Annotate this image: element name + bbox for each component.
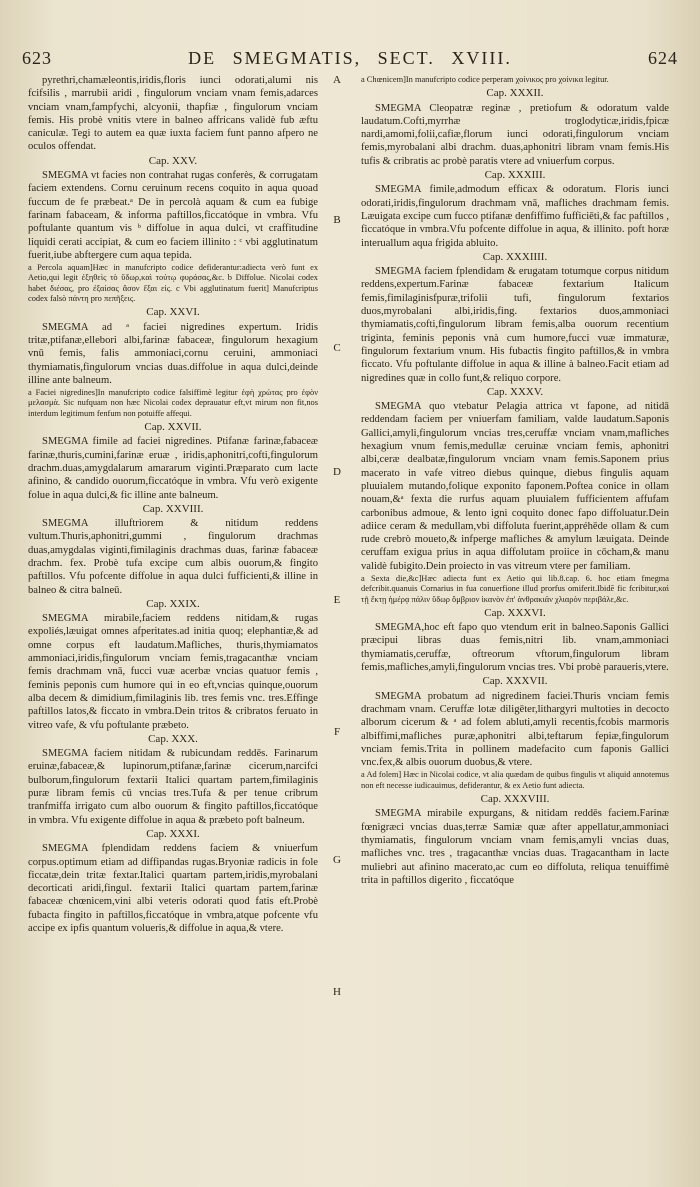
paragraph: SMEGMA fimile,admodum efficax & odoratum. Floris iunci odorati,iridis,fingulorum drachmam vnā, mafliches drachmam femis. Læuigata excipe cum fucco ptifanæ denfiffimo fufficiēti,& fac paftillos , ficcatóque in vmbra.Vfu pofcente diffolue in aqua, & illinito. poft horæ interuallum aqua frigida abluito.	[361, 184, 669, 249]
margin-letter-d: D	[333, 466, 341, 478]
footnote: a Sexta die,&c]Hæc adiecta funt ex Aetio qui lib.8.cap. 6. hoc etiam fmegma defcribit.quanuis Cornarius in fua conuerfione illud prorfus omiferit.Ibidē fic fcribitur,καὶ τῇ ἕκτῃ ἡμέρᾳ πάλιν ὕδωρ ὄμβριον ἱκανὸν ἐπ' ἀνθρακιᾶν χλιαρὸν περιβάλε,&c.	[361, 573, 669, 604]
running-head	[22, 48, 678, 74]
paragraph: SMEGMA mirabile expurgans, & nitidam reddēs faciem.Farinæ fœnigræci vncias duas,terræ Samiæ quæ after appellatur,ammoniaci thymiamatis, fingulorum vnciam vnam femis,amyli vncias duas, mafliches vnc. tres , tragacanthæ vncias duas. Tragacantham in lacte muliebri aut afinino macerato,ac cum eo diffoluta, reliqua tenuiffimè trita in paftillos digerito , ficcatóque	[361, 808, 669, 886]
footnote: a Percola aquam]Hæc in manufcripto codice defiderantur:adiecta verò funt ex Aetio,qui legit ἐξηθεὶς τὸ ὕδωρ,καὶ τούτῳ φυράσας,&c. b Diffolue. Nicolai codex habet διέσας, pro ἐξαίσας ἄσον ἔξαι εἰς. c Vbi agglutinatum fuerit] Manufcriptus codex falsò πάντη pro πεπῆξεις.	[28, 263, 318, 304]
paragraph: SMEGMA illuftriorem & nitidum reddens vultum.Thuris,aphonitri,gummi , fingulorum drachmas duas,amygdalas viginti,fimilaginis drachmas duas, farinæ fabaceæ drachm. fex. Probè tufa excipe cum albis ouorum,& fingito paftillos. Vfu pofcente diffolue in aqua dulci fufficienti,& illine in balneo & citra balneū.	[28, 518, 318, 596]
chapter-heading: Cap. XXIX.	[146, 597, 200, 610]
page-number-right: 624	[648, 48, 678, 68]
chapter-heading: Cap. XXVII.	[144, 421, 202, 434]
page-title: DE SMEGMATIS, SECT. XVIII.	[188, 48, 512, 68]
paragraph: SMEGMA fplendidam reddens faciem & vniuerfum corpus.optimum etiam ad diffipandas rugas.Bryoniæ radicis in fole ficcatæ,dein tritæ fextar.Italici quartam partem,iridis,myrobalani decorticati aridi,fingul. fextarii Italici quartam partem,farinæ fabaceæ chœnicem,vini albi veteris odorati quod fatis eft.Probè fubacta fingito in paftillos,ficcatóque in vmbra,atque pofcente vfu accipe ex ipfis quantum volueris,& diffolue in aqua,& vtere.	[28, 843, 318, 934]
chapter-heading: Cap. XXXV.	[486, 385, 544, 398]
chapter-heading: Cap. XXX.	[148, 732, 198, 745]
paragraph: SMEGMA mirabile,faciem reddens nitidam,& rugas expoliés,læuigat omnes afperitates.ad initia quoq; elephantiæ,& ad omne corpus eft laudatum.Mafliches, thuris,thymiamatos ammoniaci,iridis,fingulorum vnciam femis,tragacanthæ vnciam femis drachmam vnā, fucci vuæ acerbæ vncias quatuor femis , feminis peponis cum humore qui in eo eft,vncias quinque,ouorum alba decem & dimidium,fimilaginis lib. tres femis vnc. tres.Effinge paftillos latos,& ficcato in vmbra.Dein tritos & cribratos feruato in vitreo vafe, & vfu poftulante præbeto.	[28, 613, 318, 731]
chapter-heading: Cap. XXXII.	[486, 87, 544, 100]
footnote: a Ad folem] Hæc in Nicolai codice, vt alia quædam de quibus fingulis vt aliquid annotemus non eft necesse iudicauimus, defiderantur, & ex Aetio funt adiecta.	[361, 770, 669, 790]
paragraph: SMEGMA Cleopatræ reginæ , pretiofum & odoratum valde laudatum.Cofti,myrrhæ troglodyticæ,iridis,fpicæ nardi,amomi,folii,cafiæ,florum iunci odorati,fingulorum vnciam femis,myrobalani albi drachm. duas,aphonitri libram vnam femis.His tufis & cribratis ac probè paratis vtere ad vniuerfum corpus.	[361, 102, 669, 167]
margin-letter-b: B	[333, 214, 341, 226]
margin-letter-a: A	[333, 74, 341, 86]
page-number-left: 623	[22, 48, 52, 68]
margin-letters	[329, 74, 345, 1174]
footnote: a Chœnicem]In manufcripto codice perperam χοίνικος pro χοίνικα legitur.	[361, 75, 609, 84]
left-text-column	[28, 74, 318, 1164]
chapter-heading: Cap. XXVIII.	[142, 502, 204, 515]
margin-letter-e: E	[333, 594, 341, 606]
margin-letter-c: C	[333, 342, 341, 354]
paragraph: SMEGMA faciem nitidam & rubicundam reddēs. Farinarum eruinæ,fabaceæ,& lupinorum,ptifanæ,farinæ cicerum,narcifci bulborum,fingulorum fextarii Italici quartam partem,fimilaginis puræ libram femis cū vncias tres.Tufa & per tenue cribrum tranfmiffa irrigato cum albo ouorum & fingito paftillos,ficcatóque in vmbra. Vfu exigente diffolue in aqua & præbeto poft balneum.	[28, 748, 318, 826]
paragraph: SMEGMA vt facies non contrahat rugas conferès, & corrugatam faciem extendens. Cornu ceruinum recens coquito in aqua quoad fuccum de fe præbeat.ᵃ De in percolà aquam & cum ea fubige farinam fabaceam, & informa paftillos,ficcatóque in vmbra. Vfu poftulante quantum vis ᵇ diffolue in aqua dulci, vt craffitudine liquidi cerati accipiat, & cum eo faciem illinito : ᶜ vbi agglutinatum fuerit,iube abftergere cum aqua tepida.	[28, 170, 318, 261]
paragraph: SMEGMA,hoc eft fapo quo vtendum erit in balneo.Saponis Gallici præcipui libras duas femis,nitri lib. vnam,ammoniaci thymiamatis,ceruffæ, oftreorum vftorum,fingulorum libram femis,mafliches,amyli,fingulorum vncias tres. Vbi probè paraueris,vtere.	[361, 622, 669, 674]
chapter-heading: Cap. XXXIIII.	[482, 250, 548, 263]
paragraph: pyrethri,chamæleontis,iridis,floris iunci odorati,alumi nis fcifsilis , marrubii aridi , fingulorum vnciam vnam femis,adarces vnciam vnam,fampfychi, alcyonii, thapfiæ , fingulorum vnciam femis. His probè vnitis vtere in balneo affricans validè fub æftu caniculæ. Tegi to autem ea quæ iuxta faciem funt panno afpero ne oculos offendat.	[28, 75, 318, 153]
right-text-column	[361, 74, 669, 1164]
chapter-heading: Cap. XXXIII.	[484, 169, 546, 182]
chapter-heading: Cap. XXVI.	[146, 306, 200, 319]
chapter-heading: Cap. XXXI.	[146, 827, 200, 840]
margin-letter-g: G	[333, 854, 341, 866]
footnote: a Faciei nigredines]In manufcripto codice falsiffimè legitur ἐφὴ χρώτας pro ἐφὸν μελασμὰ. Sic nufquam non hæc Nicolai codex deprauatur eft,vt mirum non fit,nos interdum legitimum fenfum non potuiffe affequi.	[28, 388, 318, 418]
margin-letter-h: H	[333, 986, 341, 998]
chapter-heading: Cap. XXXVIII.	[480, 793, 550, 806]
chapter-heading: Cap. XXXVII.	[482, 675, 548, 688]
paragraph: SMEGMA ad ᵃ faciei nigredines expertum. Iridis tritæ,ptifanæ,ellebori albi,farinæ fabaceæ, fingulorum hexagium vnū femis, falis ammoniaci,cornu ceruini, ammoniaci thymiamatis,fingulorum vncias duas.diffolue in aqua dulci,deinde illine ante balneum.	[28, 321, 318, 386]
paragraph: SMEGMA probatum ad nigredinem faciei.Thuris vnciam femis drachmam vnam. Ceruffæ lotæ diligēter,lithargyri multoties in decocto alborum cicerum & ᵃ ad folem abluti,amyli recentis,fcobis marmoris albiffimi,mafliches puræ,aphonitri albi,teftarum fepiæ,fingulorum vnciam femis.Trita in pollinem madefacito cum faponis Gallici vnc.fex,& albis ouorum duobus,& vtere.	[361, 690, 669, 769]
paragraph: SMEGMA fimile ad faciei nigredines. Ptifanæ farinæ,fabaceæ farinæ,thuris,cumini,farinæ eruæ , iridis,aphonitri,cofti,fingulorum drachm.duas,amygdalarum amararum viginti.Præparato cum lacte afinino, & candido ouorum,ficcatóque in vmbra. Vfu verò exigente folue in aqua dulci,& fic illine ante balneum.	[28, 436, 318, 501]
chapter-heading: Cap. XXV.	[148, 154, 198, 167]
paragraph: SMEGMA faciem fplendidam & erugatam totumque corpus nitidum reddens,expertum.Farinæ fabaceæ fextarium Italicum femis,fimilaginisfpuræ,trifolii tufi, fingulorum fextarios duos,myrobalani albi,iridis,fing. fextarios duos,ammoniaci thymiamatis,cofti,fingulorum libram femis,alba ouorum recentium triginta, feminis peponis vnà cum humore,fucci vuæ immaturæ, fingulorum fextarium vnum. His fubactis fingito paftillos,& in vmbra ficcato. Vfu poftulante diffolue in aqua & illine à balneo.Facit etiam ad nigredines quæ in collo funt,& reliquo corpore.	[361, 266, 669, 384]
margin-letter-f: F	[333, 726, 341, 738]
paragraph: SMEGMA quo vtebatur Pelagia attrica vt fapone, ad nitidā reddendam faciem per vniuerfam familiam, valde laudatum.Saponis Gallici,amyli,fingulorum vncias tres,ceruffæ vnciam vnam,mafliches hexagium vnum femis,medullæ ceruinæ vnciam femis, aphonitri albi,ceræ dealbatæ,fingulorum vnciam vnam femis.Saponem prius macerato in vafe vitreo diebus quinque, diebus fingulis aquam pluuialem mutando,folique exponito faponem.Poftea conice in ollam nouam,&ᵃ fexta die rurfus aquam pluuialem fufficientem affufam carbonibus admoue, & lento igni coquito donec fapo diffoluatur.Dein adiice ceram & medullam,vbi diffoluta fuerint,appréhēde ollam & cum rude crebrò moueto,& infperge mafliches & amylum læuigata. Deinde ceruffam exigua prius in aqua diffolutam proiice in cōcham,& manu validè fubigito.Dein proiecto in vas vitreum vtere per familiam.	[361, 401, 669, 572]
chapter-heading: Cap. XXXVI.	[484, 606, 546, 619]
